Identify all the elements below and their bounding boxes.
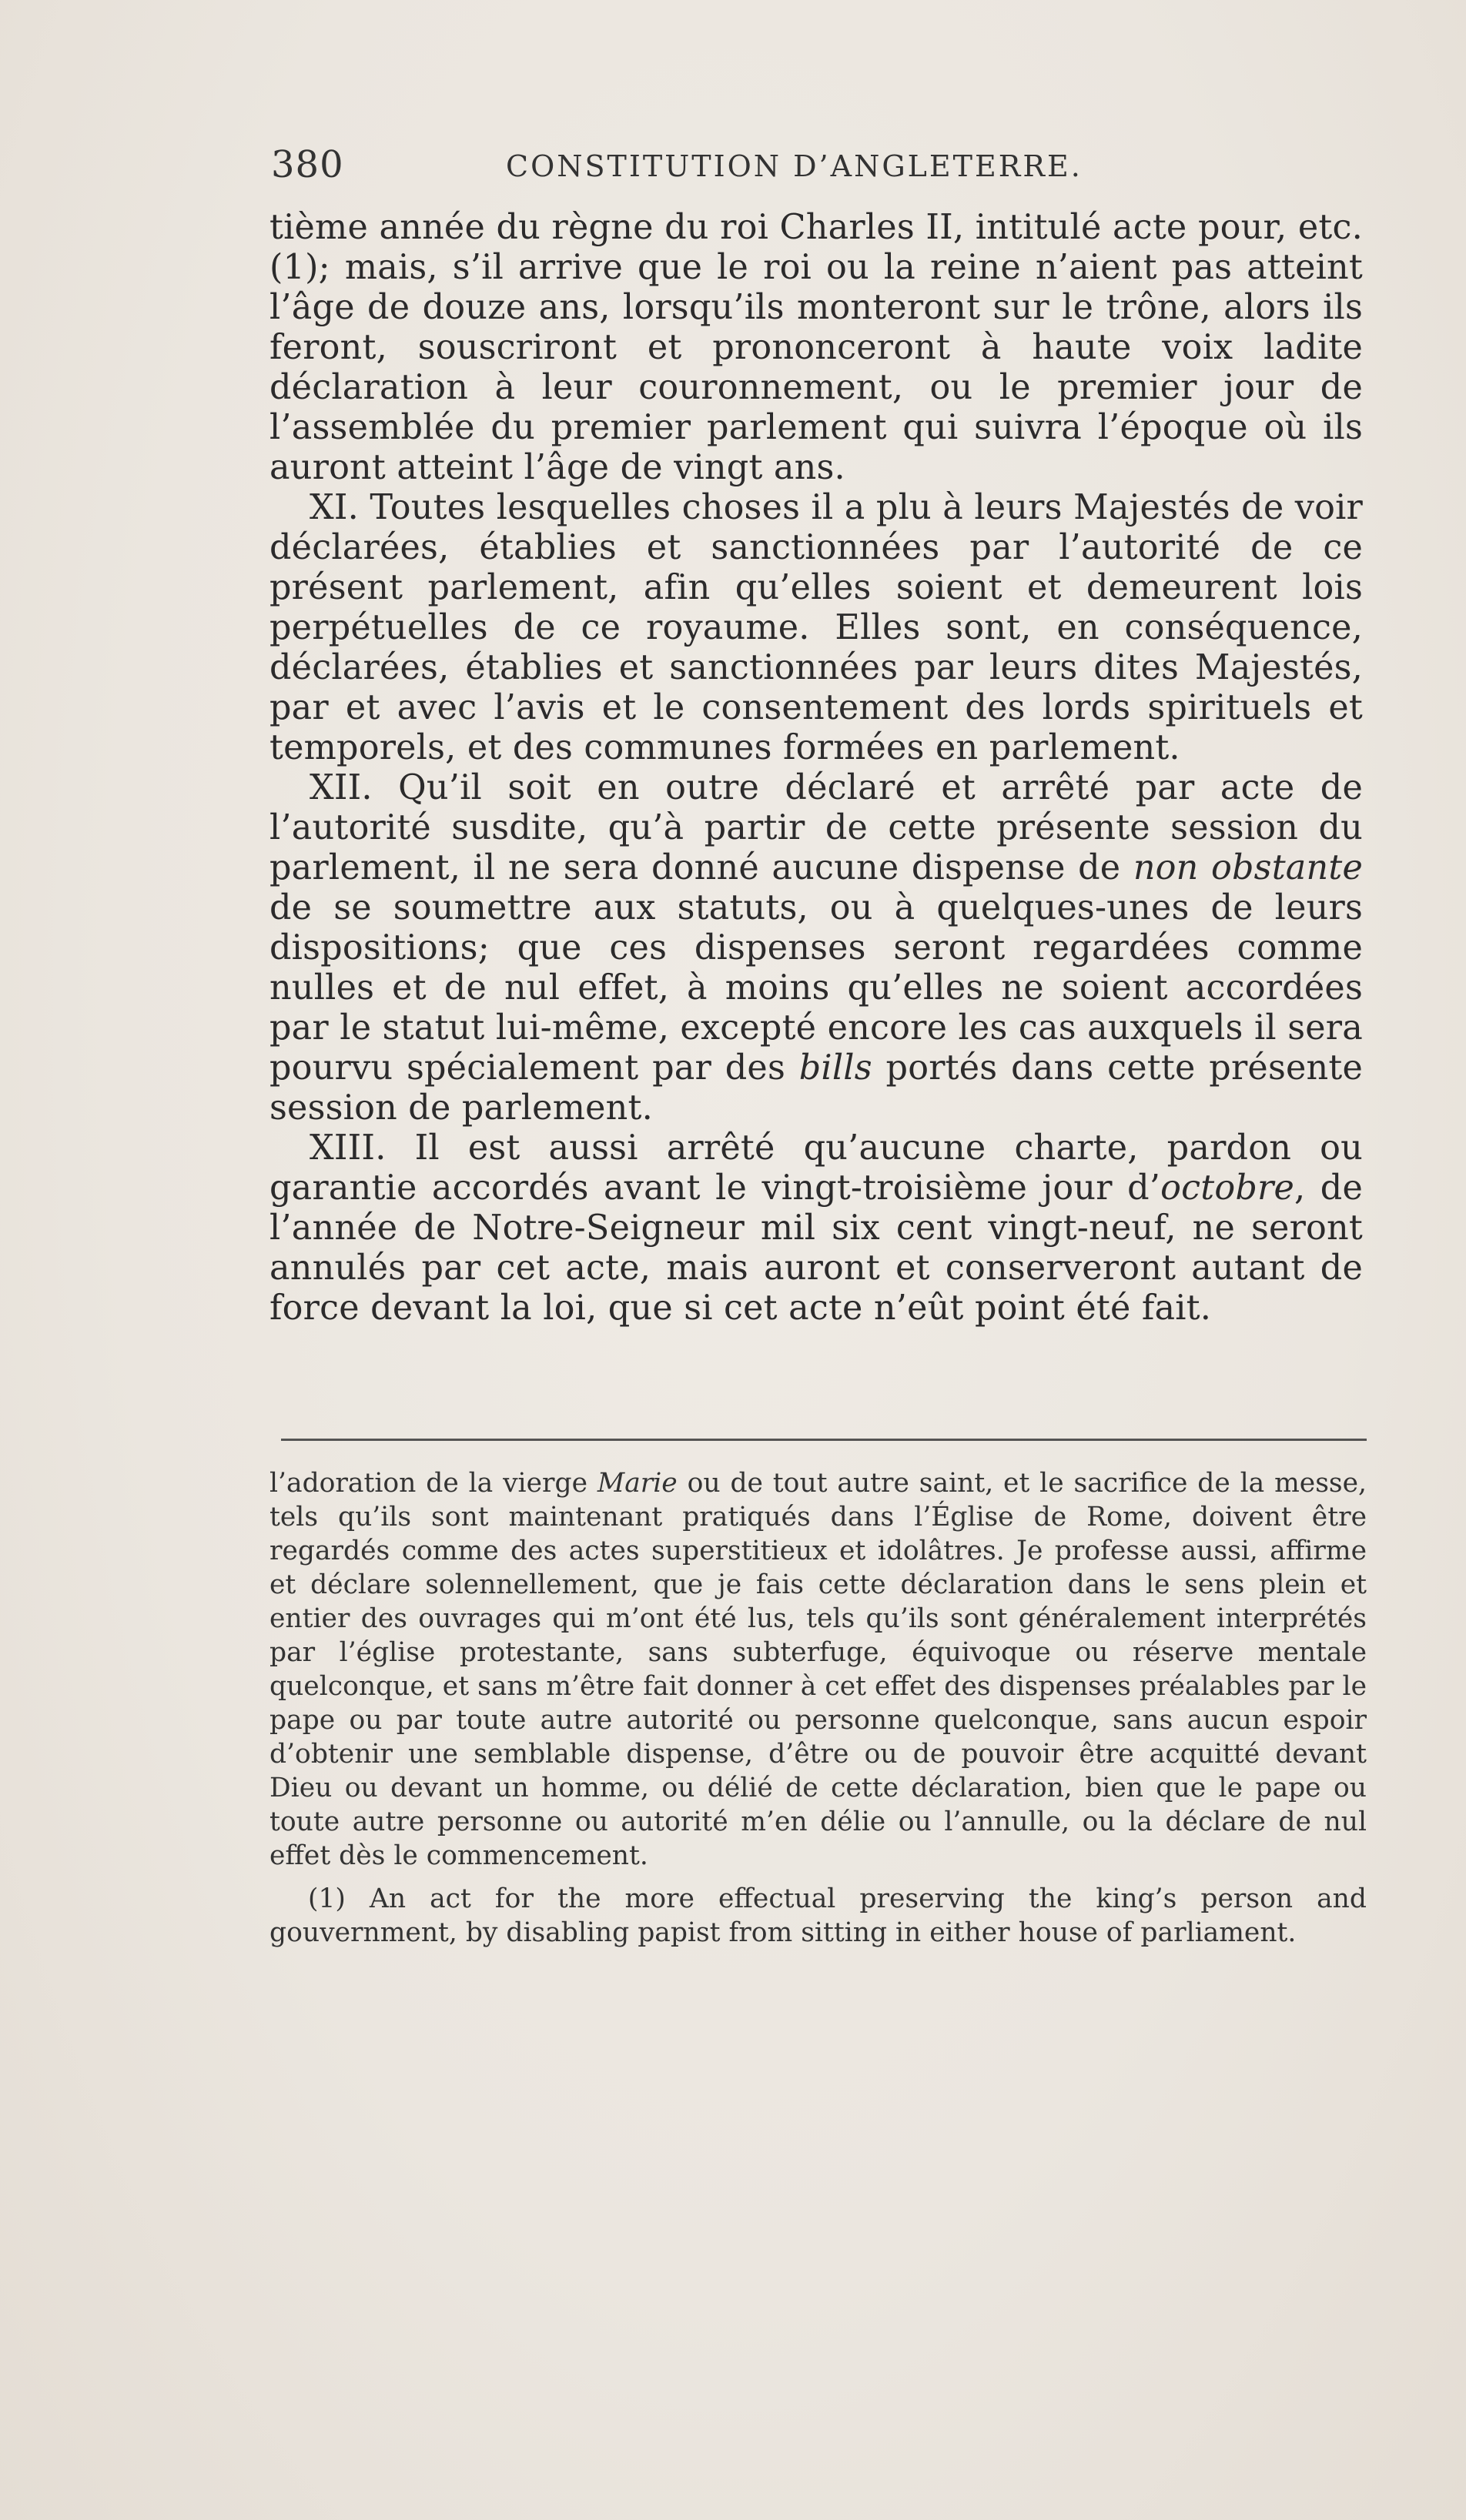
paragraph-text: XI. Toutes lesquelles choses il a plu à leurs Majestés de voir déclarées, établies et sanctionnées par l’autorité de ce présent parlement, afin qu’elles soient et demeurent lois perpétuelles de ce royaume. Elles sont, en conséquence, déclarées, établies et sanctionnées par leurs dites Majestés, par et avec l’avis et le consentement des lords spirituels et temporels, et des communes formées en parlement. <box>269 488 1363 767</box>
paragraph-text: XIII. Il est aussi arrêté qu’aucune charte, pardon ou garantie accordés avant le vingt-troisième jour d’ <box>269 1128 1363 1208</box>
italic-term: Marie <box>597 1468 678 1499</box>
footnote-text: l’adoration de la vierge <box>269 1468 597 1499</box>
paragraph-text: de se soumettre aux statuts, ou à quelques-unes de leurs dispositions; que ces dispenses seront regardées comme nulles et de nul effet, à moins qu’elles ne soient accordées par le statut lui-même, excepté encore les cas auxquels il sera pourvu spécialement par des <box>269 888 1363 1088</box>
article-xi <box>269 488 1363 768</box>
paragraph-continuation <box>269 208 1363 488</box>
main-text <box>269 208 1363 1329</box>
footnote-divider <box>281 1439 1367 1441</box>
article-xiii <box>269 1128 1363 1329</box>
footnote-continuation <box>269 1466 1367 1873</box>
paragraph-text: portés dans cette présente session de parlement. <box>269 1048 1363 1128</box>
paragraph-text: XII. Qu’il soit en outre déclaré et arrêté par acte de l’autorité susdite, qu’à partir de cette présente session du parlement, il ne sera donné aucune dispense de <box>269 768 1363 887</box>
footnote-text: (1) An act for the more effectual preserving the king’s person and gouvernment, by disabling papist from sitting in either house of parliament. <box>269 1883 1367 1948</box>
footnote-1 <box>269 1882 1367 1950</box>
italic-term: octobre <box>1160 1168 1295 1208</box>
paragraph-text: tième année du règne du roi Charles II, intitulé acte pour, etc. (1); mais, s’il arrive que le roi ou la reine n’aient pas atteint l’âge de douze ans, lorsqu’ils monteront sur le trône, alors ils feront, souscriront et prononceront à haute voix ladite déclaration à leur couronnement, ou le premier jour de l’assemblée du premier parlement qui suivra l’époque où ils auront atteint l’âge de vingt ans. <box>269 208 1363 487</box>
paragraph-text: , de l’année de Notre-Seigneur mil six cent vingt-neuf, ne seront annulés par cet acte, mais auront et conserveront autant de force devant la loi, que si cet acte n’eût point été fait. <box>269 1168 1363 1328</box>
italic-term: bills <box>798 1048 872 1088</box>
italic-term: non obstante <box>1133 848 1363 887</box>
page-number: 380 <box>271 143 344 186</box>
page-header <box>271 143 1364 189</box>
footnote-text: ou de tout autre saint, et le sacrifice de la messe, tels qu’ils sont maintenant pratiqués dans l’Église de Rome, doivent être regardés comme des actes superstitieux et idolâtres. Je professe aussi, affirme et déclare solennellement, que je fais cette déclaration dans le sens plein et entier des ouvrages qui m’ont été lus, tels qu’ils sont généralement interprétés par l’église protestante, sans subterfuge, équivoque ou réserve mentale quelconque, et sans m’être fait donner à cet effet des dispenses préalables par le pape ou par toute autre autorité ou personne quelconque, sans aucun espoir d’obtenir une semblable dispense, d’être ou de pouvoir être acquitté devant Dieu ou devant un homme, ou délié de cette déclaration, bien que le pape ou toute autre personne ou autorité m’en délie ou l’annulle, ou la déclare de nul effet dès le commencement. <box>269 1468 1367 1871</box>
article-xii <box>269 768 1363 1128</box>
footnotes <box>269 1466 1367 1950</box>
running-head: CONSTITUTION D’ANGLETERRE. <box>506 149 1083 183</box>
